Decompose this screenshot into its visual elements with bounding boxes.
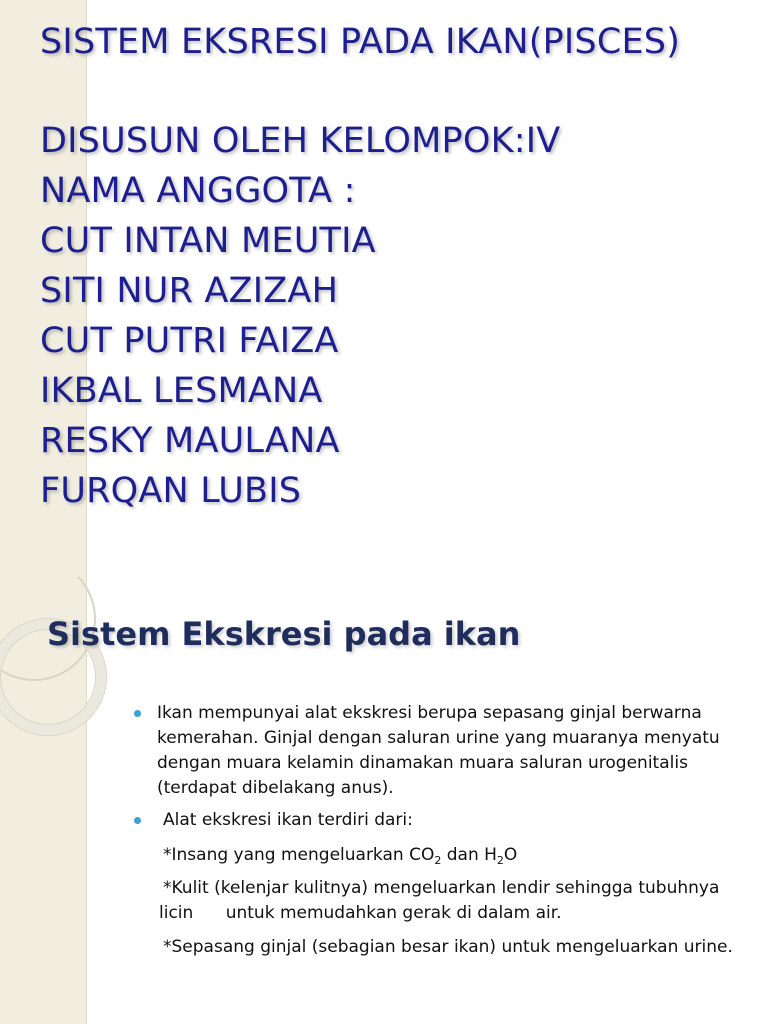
member-name: RESKY MAULANA	[40, 421, 340, 461]
text-line: licin untuk memudahkan gerak di dalam air.	[159, 903, 562, 923]
member-name: IKBAL LESMANA	[40, 371, 323, 411]
item-insang	[163, 843, 763, 873]
item-ginjal: *Sepasang ginjal (sebagian besar ikan) untuk mengeluarkan urine.	[163, 937, 733, 957]
item-kulit	[159, 876, 759, 926]
member-name: CUT INTAN MEUTIA	[40, 221, 376, 261]
text-line: (terdapat dibelakang anus).	[157, 778, 394, 798]
text-part: *Insang yang mengeluarkan CO	[163, 845, 435, 865]
bullet-2-text: Alat ekskresi ikan terdiri dari:	[163, 810, 413, 830]
subscript: 2	[434, 854, 442, 867]
text-line: kemerahan. Ginjal dengan saluran urine yang muaranya menyatu	[157, 728, 720, 748]
text-line: Ikan mempunyai alat ekskresi berupa sepasang ginjal berwarna	[157, 703, 702, 723]
slide-2-title: Sistem Ekskresi pada ikan	[47, 615, 521, 653]
text-part: dan H	[441, 845, 497, 865]
member-name: SITI NUR AZIZAH	[40, 271, 339, 311]
members-label: NAMA ANGGOTA :	[40, 171, 356, 211]
slide-1-title: SISTEM EKSRESI PADA IKAN(PISCES)	[40, 22, 681, 62]
text-line: dengan muara kelamin dinamakan muara saluran urogenitalis	[157, 753, 688, 773]
bullet-dot	[134, 710, 141, 717]
subscript: 2	[496, 854, 504, 867]
bullet-1-text	[157, 701, 757, 801]
bullet-dot	[134, 817, 141, 824]
text-line: *Kulit (kelenjar kulitnya) mengeluarkan lendir sehingga tubuhnya	[163, 878, 720, 898]
slide-2	[0, 577, 768, 1024]
text-part: O	[503, 845, 518, 865]
group-label: DISUSUN OLEH KELOMPOK:IV	[40, 121, 561, 161]
member-name: FURQAN LUBIS	[40, 471, 302, 511]
member-name: CUT PUTRI FAIZA	[40, 321, 339, 361]
